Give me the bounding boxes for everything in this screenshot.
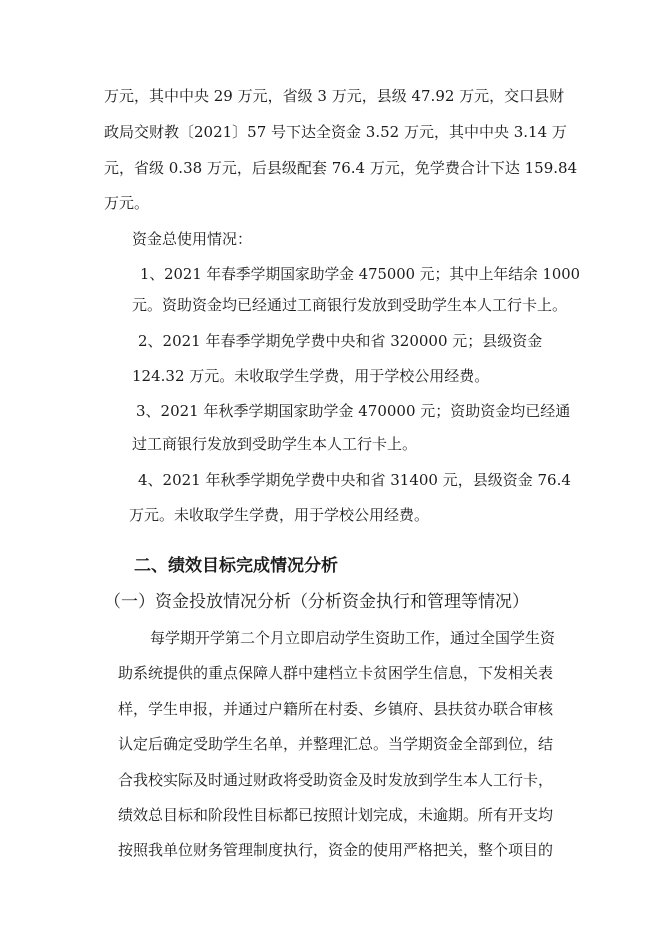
analysis-line-6: 绩效总目标和阶段性目标都已按照计划完成，未逾期。所有开支均 [118,806,554,824]
funds-line-1: 万元，其中中央 29 万元，省级 3 万元，县级 47.92 万元，交口县财 [104,87,565,105]
usage-item-2-line-2: 124.32 万元。未收取学生学费，用于学校公用经费。 [132,367,490,385]
usage-item-3-line-2: 过工商银行发放到受助学生本人工行卡上。 [132,435,418,453]
funds-line-4: 万元。 [104,194,150,212]
analysis-line-1: 每学期开学第二个月立即启动学生资助工作，通过全国学生资 [150,629,556,647]
analysis-line-7: 按照我单位财务管理制度执行，资金的使用严格把关，整个项目的 [118,841,554,859]
analysis-line-5: 合我校实际及时通过财政将受助资金及时发放到学生本人工行卡， [118,771,554,789]
usage-item-3-line-1: 3、2021 年秋季学期国家助学金 470000 元；资助资金均已经通 [136,402,571,420]
usage-title: 资金总使用情况： [132,230,253,248]
funds-line-2: 政局交财教〔2021〕57 号下达全资金 3.52 万元，其中中央 3.14 万 [104,123,567,141]
usage-item-1-line-2: 元。资助资金均已经通过工商银行发放到受助学生本人工行卡上。 [132,296,568,314]
analysis-line-4: 认定后确定受助学生名单，并整理汇总。当学期资金全部到位，结 [118,735,554,753]
usage-item-2-line-1: 2、2021 年春季学期免学费中央和省 320000 元；县级资金 [138,332,543,350]
section-heading: 二、绩效目标完成情况分析 [134,556,338,576]
analysis-line-2: 助系统提供的重点保障人群中建档立卡贫困学生信息，下发相关表 [118,664,554,682]
usage-item-4-line-2: 万元。未收取学生学费，用于学校公用经费。 [129,506,430,524]
funds-line-3: 元，省级 0.38 万元，后县级配套 76.4 万元，免学费合计下达 159.84 [104,159,578,177]
section-subheading: （一）资金投放情况分析（分析资金执行和管理等情况） [104,592,529,612]
usage-item-4-line-1: 4、2021 年秋季学期免学费中央和省 31400 元，县级资金 76.4 [138,471,571,489]
usage-item-1-line-1: 1、2021 年春季学期国家助学金 475000 元；其中上年结余 1000 [140,265,581,283]
analysis-line-3: 样，学生申报，并通过户籍所在村委、乡镇府、县扶贫办联合审核 [118,700,554,718]
